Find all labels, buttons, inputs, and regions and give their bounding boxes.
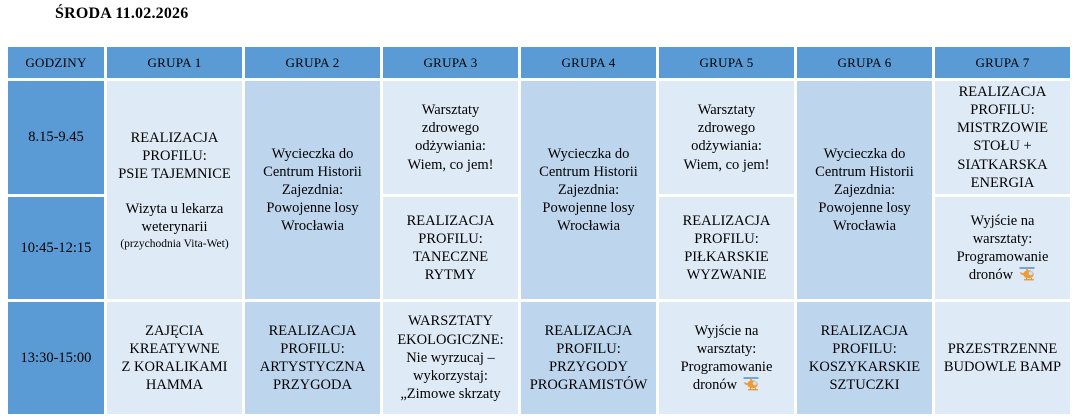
cell-text: Wycieczka do Centrum Historii Zajezdnia: Powojenne losy Wrocławia <box>815 145 914 235</box>
cell-grupa3-slot-1 <box>383 81 518 194</box>
cell-grupa7-slot-1 <box>935 81 1070 194</box>
cell-text: REALIZACJA PROFILU: TANECZNE RYTMY <box>406 212 495 283</box>
schedule-table <box>5 44 1073 417</box>
cell-text: ZAJĘCIA KREATYWNE Z KORALIKAMI HAMMA <box>121 322 228 393</box>
helicopter-icon <box>742 376 760 391</box>
cell-text: Wycieczka do Centrum Historii Zajezdnia: Powojenne losy Wrocławia <box>263 145 362 235</box>
cell-grupa1-slots-1-2 <box>107 81 242 299</box>
cell-grupa1-slot-3 <box>107 302 242 414</box>
cell-text: WARSZTATY EKOLOGICZNE: Nie wyrzucaj – wykorzystaj: „Zimowe skrzaty <box>397 313 504 402</box>
schedule-row-slot-3 <box>8 302 1070 414</box>
cell-grupa5-slot-1 <box>659 81 794 194</box>
cell-grupa7-slot-3 <box>935 302 1070 414</box>
cell-grupa4-slots-1-2 <box>521 81 656 299</box>
cell-grupa3-slot-2 <box>383 197 518 299</box>
column-header-godziny: GODZINY <box>8 47 104 78</box>
cell-grupa6-slots-1-2 <box>797 81 932 299</box>
column-header-grupa-6: GRUPA 6 <box>797 47 932 78</box>
cell-grupa6-slot-3 <box>797 302 932 414</box>
cell-text: Warsztaty zdrowego odżywiania: Wiem, co jem! <box>683 102 770 173</box>
cell-grupa7-slot-2 <box>935 197 1070 299</box>
cell-text: REALIZACJA PROFILU: KOSZYKARSKIE SZTUCZKI <box>808 322 921 393</box>
column-header-grupa-2: GRUPA 2 <box>245 47 380 78</box>
column-header-grupa-1: GRUPA 1 <box>107 47 242 78</box>
cell-text: Wyjście na warsztaty: Programowanie dronów <box>956 212 1049 283</box>
time-slot-label: 13:30-15:00 <box>20 349 92 366</box>
time-slot-label: 10:45-12:15 <box>20 239 92 256</box>
column-header-grupa-3: GRUPA 3 <box>383 47 518 78</box>
cell-grupa2-slots-1-2 <box>245 81 380 299</box>
cell-note: (przychodnia Vita-Wet) <box>120 237 229 250</box>
cell-text: PRZESTRZENNE BUDOWLE BAMP <box>943 340 1062 375</box>
schedule-header-row <box>8 47 1070 78</box>
column-header-grupa-4: GRUPA 4 <box>521 47 656 78</box>
cell-text: Wycieczka do Centrum Historii Zajezdnia: Powojenne losy Wrocławia <box>539 145 638 235</box>
cell-text: REALIZACJA PROFILU: ARTYSTYCZNA PRZYGODA <box>259 322 366 393</box>
column-header-grupa-5: GRUPA 5 <box>659 47 794 78</box>
cell-grupa5-slot-3 <box>659 302 794 414</box>
cell-text: REALIZACJA PROFILU: PRZYGODY PROGRAMISTÓW <box>529 322 648 393</box>
helicopter-icon <box>1018 266 1036 281</box>
cell-text: REALIZACJA PROFILU: PSIE TAJEMNICE <box>118 129 231 183</box>
cell-grupa2-slot-3 <box>245 302 380 414</box>
time-slot-cell-2 <box>8 197 104 299</box>
schedule-row-slot-1 <box>8 81 1070 194</box>
time-slot-cell-1 <box>8 81 104 194</box>
cell-text: Warsztaty zdrowego odżywiania: Wiem, co jem! <box>407 102 494 173</box>
time-slot-cell-3 <box>8 302 104 414</box>
cell-grupa5-slot-2 <box>659 197 794 299</box>
cell-text: REALIZACJA PROFILU: MISTRZOWIE STOŁU + SIATKARSKA ENERGIA <box>956 84 1048 191</box>
cell-grupa4-slot-3 <box>521 302 656 414</box>
column-header-grupa-7: GRUPA 7 <box>935 47 1070 78</box>
time-slot-label: 8.15-9.45 <box>28 129 84 146</box>
page-title: ŚRODA 11.02.2026 <box>55 5 189 22</box>
cell-text: Wyjście na warsztaty: Programowanie dronów <box>680 322 773 393</box>
cell-text: REALIZACJA PROFILU: PIŁKARSKIE WYZWANIE <box>682 212 771 283</box>
cell-text: Wizyta u lekarza weterynarii <box>125 201 224 236</box>
cell-grupa3-slot-3 <box>383 302 518 414</box>
